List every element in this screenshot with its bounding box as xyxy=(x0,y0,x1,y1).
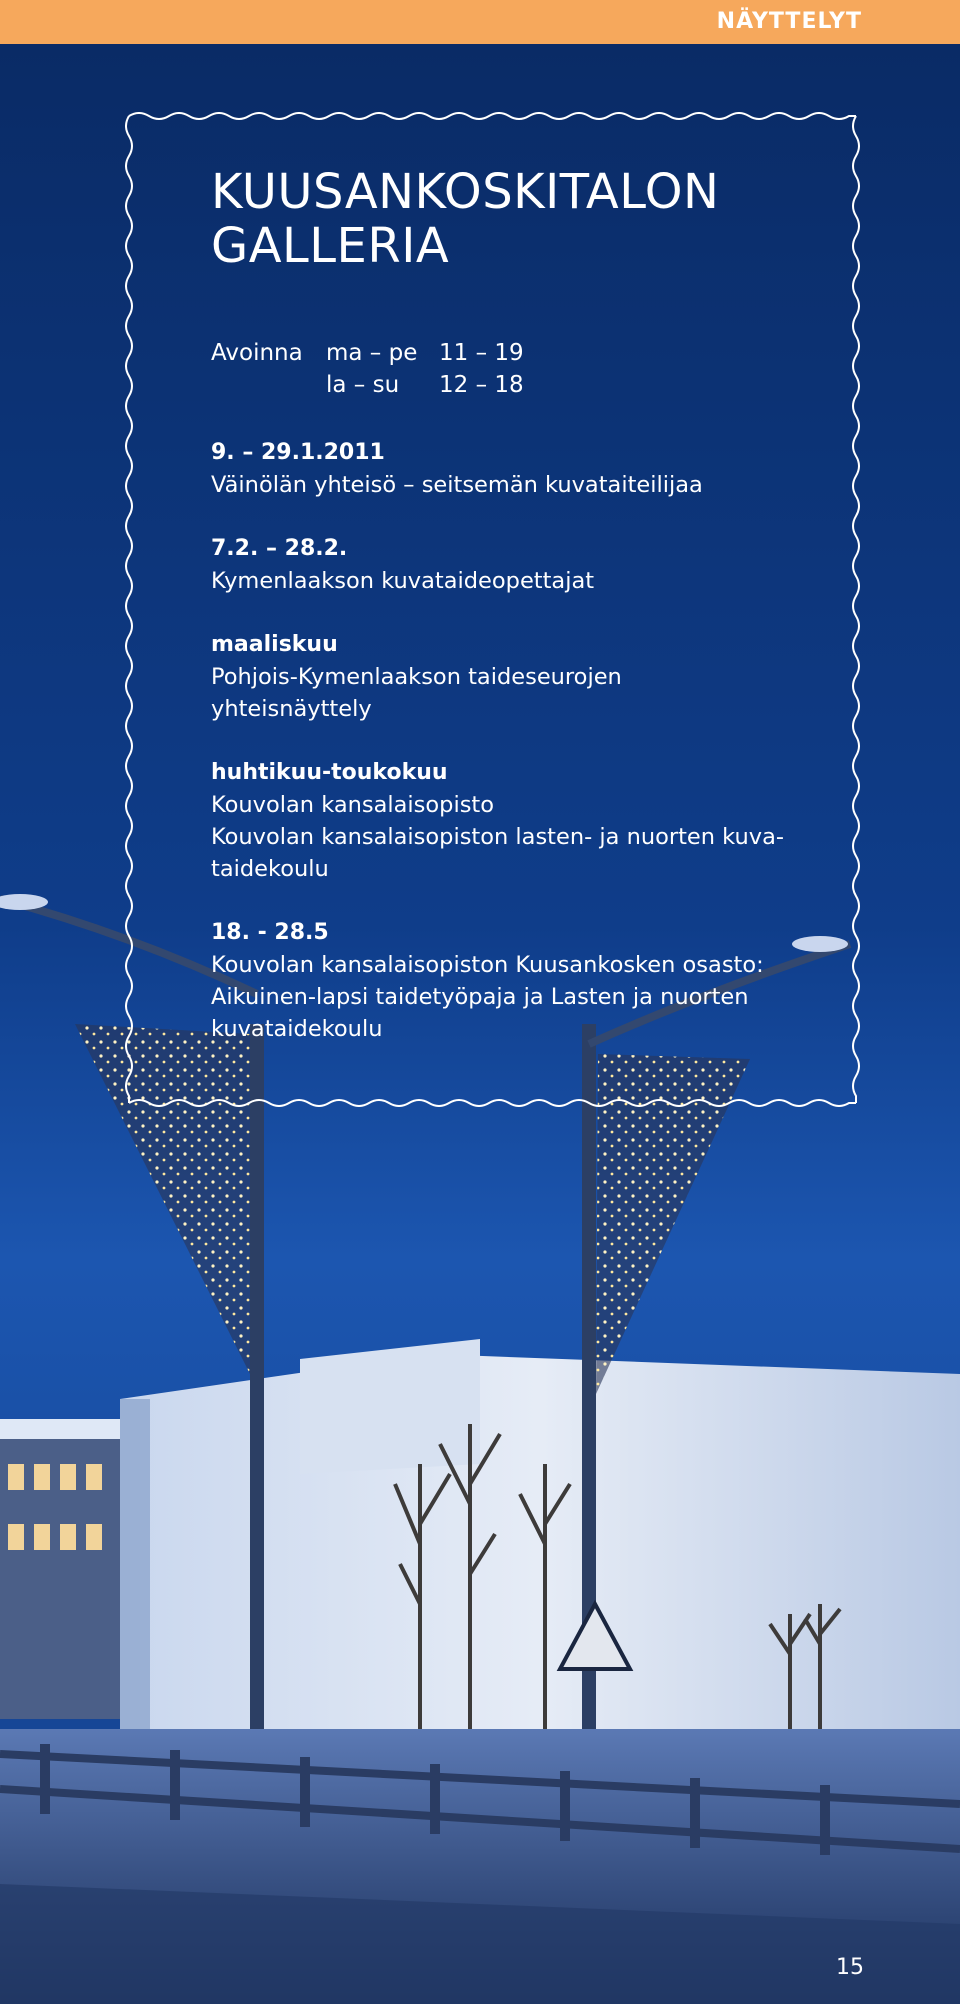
gallery-info xyxy=(211,165,821,1077)
title-line-2: GALLERIA xyxy=(211,218,450,274)
page-number: 15 xyxy=(836,1955,864,1980)
hours-days: la – su xyxy=(326,372,400,398)
opening-hours xyxy=(211,337,821,401)
exhibition-description: Kouvolan kansalaisopiston Kuusankosken osasto: xyxy=(211,952,764,978)
exhibition-description: yhteisnäyttely xyxy=(211,696,372,722)
exhibition-description: Kouvolan kansalaisopisto xyxy=(211,792,495,818)
section-label: NÄYTTELYT xyxy=(716,9,862,34)
exhibition-description: Väinölän yhteisö – seitsemän kuvataiteilijaa xyxy=(211,472,703,498)
exhibition-description: Pohjois-Kymenlaakson taideseurojen xyxy=(211,664,622,690)
hours-time: 12 – 18 xyxy=(439,372,524,398)
exhibition-entry xyxy=(211,757,821,885)
exhibition-date: 9. – 29.1.2011 xyxy=(211,440,385,465)
hours-row xyxy=(211,337,821,369)
exhibition-description: Kymenlaakson kuvataideopettajat xyxy=(211,568,595,594)
exhibition-description: taidekoulu xyxy=(211,856,329,882)
exhibition-date: maaliskuu xyxy=(211,632,338,657)
hours-days: ma – pe xyxy=(326,340,418,366)
hours-label: Avoinna xyxy=(211,340,303,366)
exhibition-entry xyxy=(211,629,821,725)
exhibition-entry xyxy=(211,533,821,597)
exhibition-entry xyxy=(211,917,821,1045)
exhibition-description: Kouvolan kansalaisopiston lasten- ja nuorten kuva- xyxy=(211,824,785,850)
title-line-1: KUUSANKOSKITALON xyxy=(211,164,720,220)
exhibition-date: 18. - 28.5 xyxy=(211,920,329,945)
hours-row xyxy=(211,369,821,401)
exhibition-description: kuvataidekoulu xyxy=(211,1016,383,1042)
page-title xyxy=(211,165,821,273)
exhibition-description: Aikuinen-lapsi taidetyöpaja ja Lasten ja nuorten xyxy=(211,984,749,1010)
hours-time: 11 – 19 xyxy=(439,340,524,366)
exhibition-date: huhtikuu-toukokuu xyxy=(211,760,448,785)
exhibition-entry xyxy=(211,437,821,501)
exhibition-date: 7.2. – 28.2. xyxy=(211,536,348,561)
section-header-bar xyxy=(0,0,960,44)
